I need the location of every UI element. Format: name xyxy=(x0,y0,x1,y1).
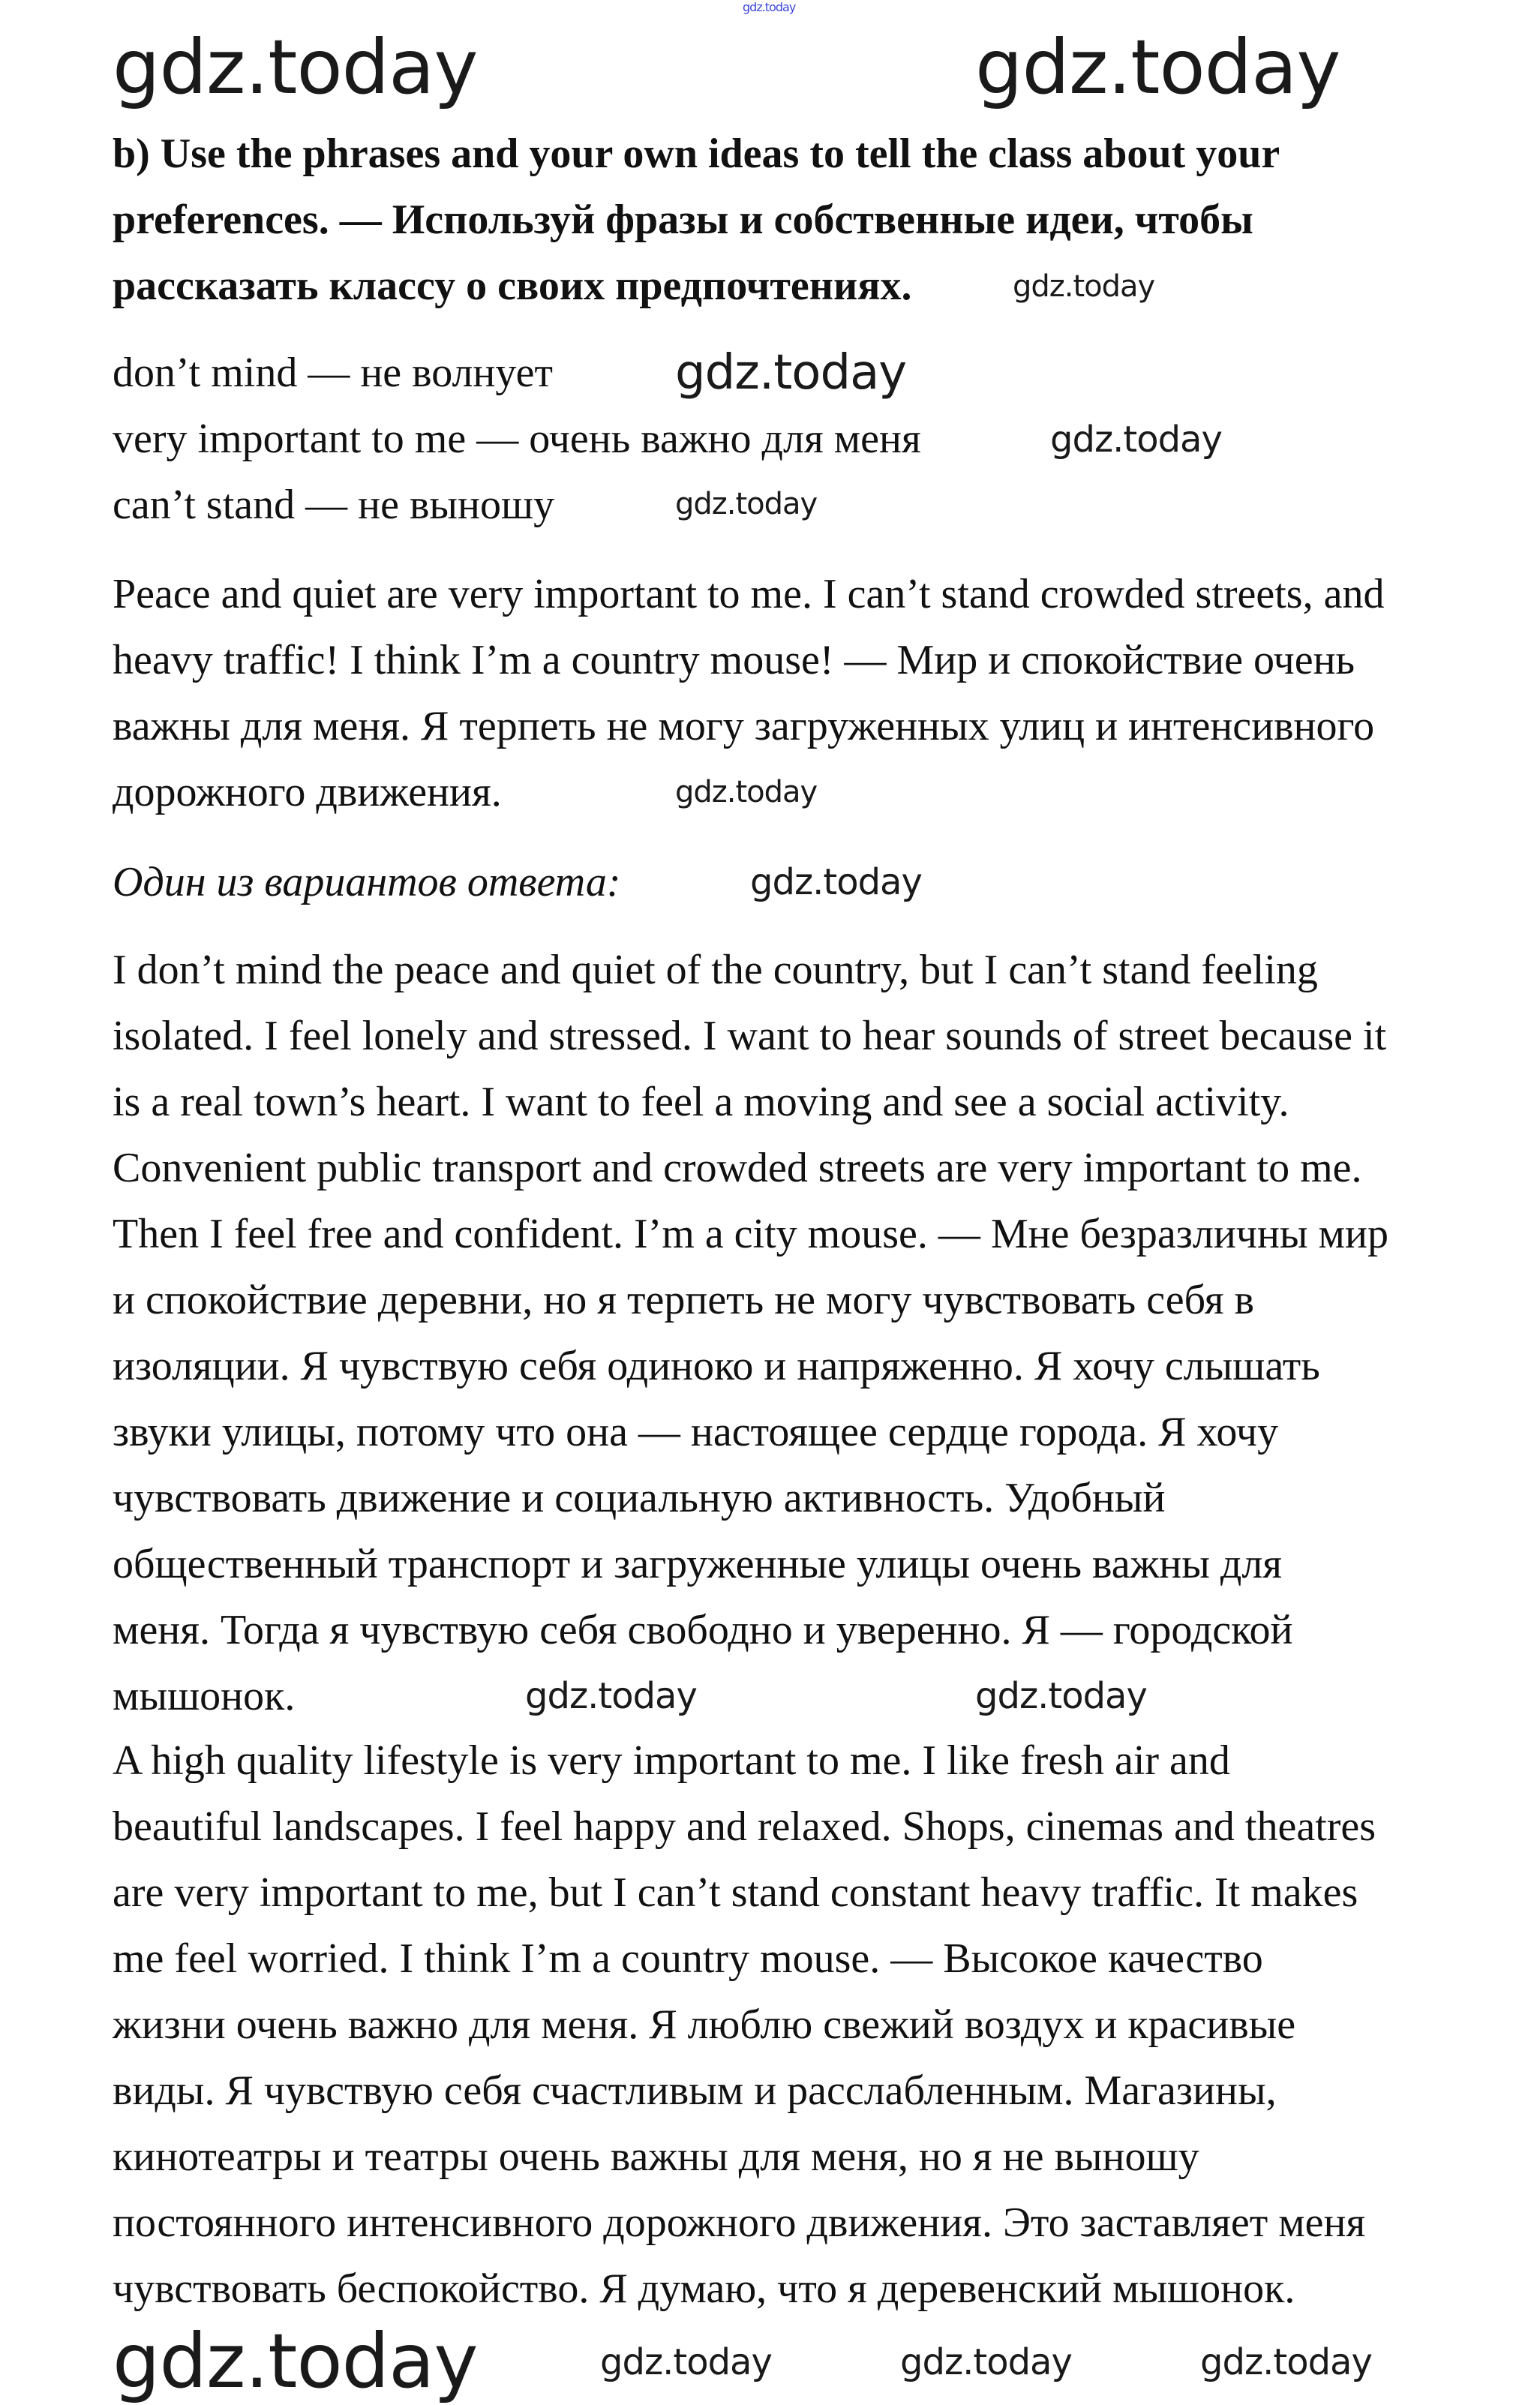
text-line: общественный транспорт и загруженные улицы очень важны для xyxy=(113,1541,1283,1587)
text-line: кинотеатры и театры очень важны для меня, но я не выношу xyxy=(113,2133,1199,2180)
text-line: I don’t mind the peace and quiet of the country, but I can’t stand feeling xyxy=(113,947,1318,993)
text-line: A high quality lifestyle is very important to me. I like fresh air and xyxy=(113,1737,1230,1784)
watermark: gdz.today xyxy=(525,1675,697,1717)
text-line: isolated. I feel lonely and stressed. I want to hear sounds of street because it xyxy=(113,1013,1387,1059)
phrase-item: very important to me — очень важно для меня xyxy=(113,416,921,462)
heading-line: рассказать классу о своих предпочтениях. xyxy=(113,263,912,309)
watermark: gdz.today xyxy=(975,1675,1147,1717)
text-line: мышонок. xyxy=(113,1673,296,1719)
watermark: gdz.today xyxy=(113,23,478,111)
heading-line: preferences. — Используй фразы и собственные идеи, чтобы xyxy=(113,197,1253,243)
text-line: Peace and quiet are very important to me. I can’t stand crowded streets, and xyxy=(113,571,1385,617)
text-line: Convenient public transport and crowded streets are very important to me. xyxy=(113,1145,1362,1191)
watermark: gdz.today xyxy=(900,2341,1072,2383)
watermark: gdz.today xyxy=(113,2317,478,2405)
answer-label: Один из вариантов ответа: xyxy=(113,859,621,905)
text-line: виды. Я чувствую себя счастливым и расслабленным. Магазины, xyxy=(113,2067,1277,2114)
phrase-item: don’t mind — не волнует xyxy=(113,350,553,396)
answer-paragraph-1 xyxy=(113,937,1388,1729)
watermark: gdz.today xyxy=(750,861,922,903)
text-line: дорожного движения. xyxy=(113,769,502,815)
watermark: gdz.today xyxy=(743,0,796,14)
text-line: важны для меня. Я терпеть не могу загруженных улиц и интенсивного xyxy=(113,703,1375,749)
text-line: жизни очень важно для меня. Я люблю свежий воздух и красивые xyxy=(113,2001,1296,2048)
text-line: are very important to me, but I can’t stand constant heavy traffic. It makes xyxy=(113,1869,1358,1916)
watermark: gdz.today xyxy=(975,23,1340,111)
text-line: постоянного интенсивного дорожного движения. Это заставляет меня xyxy=(113,2199,1366,2246)
text-line: меня. Тогда я чувствую себя свободно и уверенно. Я — городской xyxy=(113,1607,1293,1653)
text-line: is a real town’s heart. I want to feel a moving and see a social activity. xyxy=(113,1079,1289,1125)
watermark: gdz.today xyxy=(675,345,907,401)
watermark: gdz.today xyxy=(675,487,818,521)
text-line: чувствовать беспокойство. Я думаю, что я деревенский мышонок. xyxy=(113,2265,1295,2312)
text-line: heavy traffic! I think I’m a country mouse! — Мир и спокойствие очень xyxy=(113,637,1355,683)
text-line: me feel worried. I think I’m a country mouse. — Высокое качество xyxy=(113,1935,1263,1982)
watermark: gdz.today xyxy=(1050,419,1222,461)
watermark: gdz.today xyxy=(600,2341,772,2383)
watermark: gdz.today xyxy=(675,775,818,809)
watermark: gdz.today xyxy=(1013,269,1155,304)
text-line: звуки улицы, потому что она — настоящее сердце города. Я хочу xyxy=(113,1409,1279,1455)
text-line: чувствовать движение и социальную активность. Удобный xyxy=(113,1475,1166,1521)
phrase-item: can’t stand — не выношу xyxy=(113,482,555,528)
text-line: изоляции. Я чувствую себя одиноко и напряженно. Я хочу слышать xyxy=(113,1343,1320,1389)
text-line: Then I feel free and confident. I’m a city mouse. — Мне безразличны мир xyxy=(113,1211,1388,1257)
text-line: и спокойствие деревни, но я терпеть не могу чувствовать себя в xyxy=(113,1277,1254,1323)
watermark: gdz.today xyxy=(1200,2341,1372,2383)
heading-line: b) Use the phrases and your own ideas to tell the class about your xyxy=(113,131,1280,177)
text-line: beautiful landscapes. I feel happy and relaxed. Shops, cinemas and theatres xyxy=(113,1803,1376,1850)
answer-paragraph-2 xyxy=(113,1728,1376,2322)
